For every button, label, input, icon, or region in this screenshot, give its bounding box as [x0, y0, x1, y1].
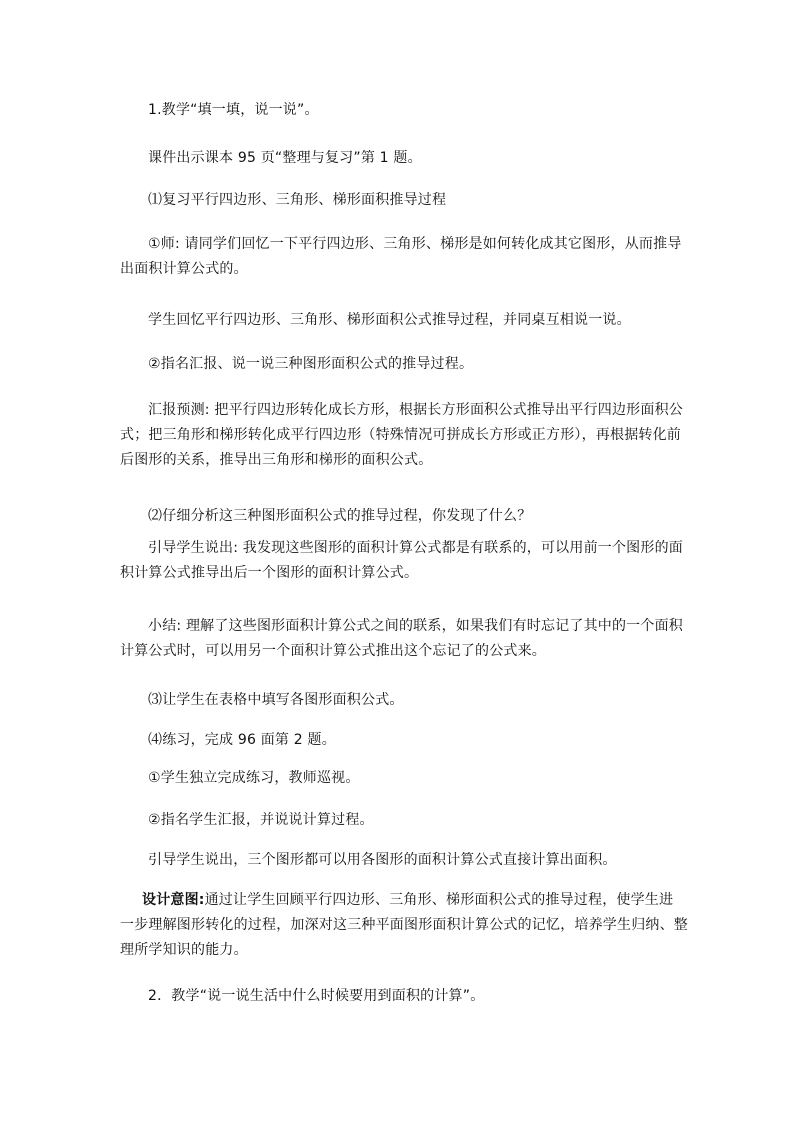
text-line: 一步理解图形转化的过程，加深对这三种平面图形面积计算公式的记忆，培养学生归纳、整: [120, 917, 688, 933]
paragraph-9: [120, 536, 683, 586]
text-line: 2．教学“说一说生活中什么时候要用到面积的计算”。: [148, 988, 485, 1004]
paragraph-10: [120, 614, 683, 664]
paragraph-3: [148, 188, 708, 213]
text-line: 引导学生说出，三个图形都可以用各图形的面积计算公式直接计算出面积。: [148, 852, 617, 868]
paragraph-13: [148, 766, 708, 791]
text-line: 式；把三角形和梯形转化成平行四边形（特殊情况可拼成长方形或正方形），再根据转化前: [120, 427, 681, 443]
text-line: ①学生独立完成练习，教师巡视。: [148, 770, 360, 786]
paragraph-17: [148, 984, 708, 1009]
text-line: 后图形的关系，推导出三角形和梯形的面积公式。: [120, 452, 433, 468]
paragraph-6: [148, 352, 708, 377]
text-line: ①师: 请同学们回忆一下平行四边形、三角形、梯形是如何转化成其它图形，从而推导: [148, 236, 682, 252]
text-line: 小结: 理解了这些图形面积计算公式之间的联系，如果我们有时忘记了其中的一个面积: [148, 618, 683, 634]
text-line: 计算公式时，可以用另一个面积计算公式推出这个忘记了的公式来。: [120, 643, 546, 659]
paragraph-8: [148, 504, 708, 529]
paragraph-1: [148, 98, 708, 123]
paragraph-16: [120, 888, 688, 963]
text-line: [120, 888, 680, 913]
design-intent-text: 通过让学生回顾平行四边形、三角形、梯形面积公式的推导过程，使学生进: [204, 892, 674, 908]
text-line: 汇报预测: 把平行四边形转化成长方形，根据长方形面积公式推导出平行四边形面积公: [148, 402, 683, 418]
paragraph-2: [148, 146, 708, 171]
paragraph-4: [120, 232, 680, 282]
text-line: 学生回忆平行四边形、三角形、梯形面积公式推导过程，并同桌互相说一说。: [148, 312, 631, 328]
text-line: ⑴复习平行四边形、三角形、梯形面积推导过程: [148, 192, 447, 208]
text-line: 积计算公式推导出后一个图形的面积计算公式。: [120, 565, 419, 581]
paragraph-7: [120, 398, 683, 473]
paragraph-14: [148, 808, 708, 833]
text-line: ②指名学生汇报，并说说计算过程。: [148, 812, 374, 828]
text-line: 课件出示课本 95 页“整理与复习”第 1 题。: [148, 150, 422, 166]
paragraph-5: [148, 308, 708, 333]
design-intent-label: 设计意图:: [142, 892, 205, 908]
paragraph-12: [148, 728, 708, 753]
text-line: ②指名汇报、说一说三种图形面积公式的推导过程。: [148, 356, 474, 372]
paragraph-15: [148, 848, 708, 873]
text-line: 出面积计算公式的。: [120, 261, 248, 277]
text-line: 理所学知识的能力。: [120, 942, 248, 958]
text-line: 1.教学“填一填，说一说”。: [148, 102, 319, 118]
text-line: ⑵仔细分析这三种图形面积公式的推导过程，你发现了什么？: [148, 508, 532, 524]
paragraph-11: [148, 688, 708, 713]
text-line: ⑷练习，完成 96 面第 2 题。: [148, 732, 336, 748]
text-line: 引导学生说出: 我发现这些图形的面积计算公式都是有联系的，可以用前一个图形的面: [148, 540, 683, 556]
text-line: ⑶让学生在表格中填写各图形面积公式。: [148, 692, 404, 708]
